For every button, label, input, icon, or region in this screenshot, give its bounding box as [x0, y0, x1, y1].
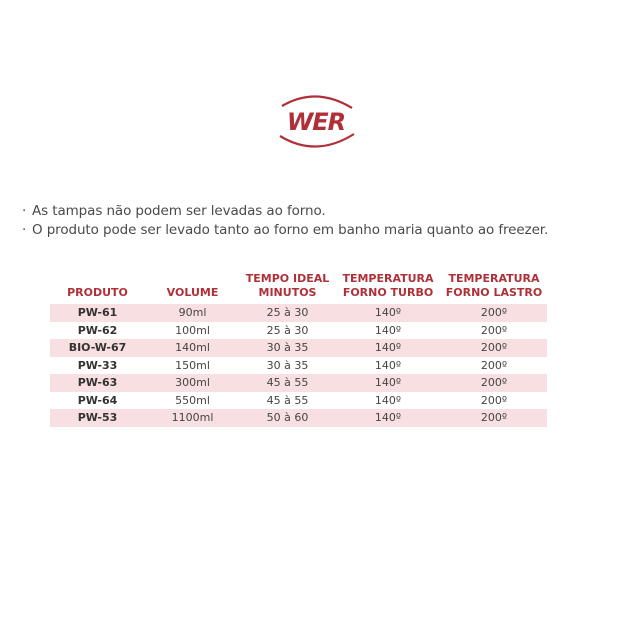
- product-table: [50, 268, 547, 427]
- cell-temp-lastro: 200º: [480, 393, 508, 407]
- cell-volume: 90ml: [145, 304, 240, 322]
- cell-temp-lastro: 200º: [441, 409, 547, 427]
- cell-produto: PW-53: [50, 409, 145, 427]
- table-header-row: [50, 268, 547, 304]
- table-row: [50, 339, 547, 357]
- cell-temp-lastro: 200º: [441, 304, 547, 322]
- notes: [22, 202, 632, 240]
- wer-logo: [268, 92, 364, 152]
- header-volume: VOLUME: [166, 286, 219, 299]
- header-tempo: TEMPO IDEAL MINUTOS: [245, 272, 330, 299]
- cell-temp-lastro: 200º: [441, 339, 547, 357]
- cell-tempo: 30 à 35: [266, 358, 309, 372]
- cell-volume: 150ml: [175, 358, 210, 372]
- cell-volume: 300ml: [145, 374, 240, 392]
- cell-temp-lastro: 200º: [480, 358, 508, 372]
- cell-temp-turbo: 140º: [374, 358, 402, 372]
- cell-temp-turbo: 140º: [335, 374, 441, 392]
- cell-produto: PW-33: [77, 358, 118, 372]
- header-temp-lastro: TEMPERATURA FORNO LASTRO: [445, 272, 543, 299]
- table-row: [50, 392, 547, 410]
- cell-temp-turbo: 140º: [374, 393, 402, 407]
- cell-produto: PW-63: [50, 374, 145, 392]
- table-row: [50, 374, 547, 392]
- cell-volume: 100ml: [175, 323, 210, 337]
- cell-volume: 550ml: [175, 393, 210, 407]
- note-oven-freezer: · O produto pode ser levado tanto ao forno em banho maria quanto ao freezer.: [22, 222, 549, 238]
- cell-produto: PW-64: [77, 393, 118, 407]
- table-row: [50, 409, 547, 427]
- logo-text: WER: [286, 108, 346, 136]
- note-lids: · As tampas não podem ser levadas ao forno.: [22, 203, 326, 219]
- cell-tempo: 25 à 30: [240, 304, 335, 322]
- cell-temp-lastro: 200º: [441, 374, 547, 392]
- table-row: [50, 357, 547, 375]
- cell-volume: 1100ml: [145, 409, 240, 427]
- cell-tempo: 25 à 30: [266, 323, 309, 337]
- cell-tempo: 45 à 55: [240, 374, 335, 392]
- cell-temp-turbo: 140º: [335, 304, 441, 322]
- cell-volume: 140ml: [145, 339, 240, 357]
- cell-produto: BIO-W-67: [50, 339, 145, 357]
- cell-tempo: 45 à 55: [266, 393, 309, 407]
- cell-tempo: 50 à 60: [240, 409, 335, 427]
- cell-produto: PW-62: [77, 323, 118, 337]
- cell-produto: PW-61: [50, 304, 145, 322]
- cell-temp-turbo: 140º: [335, 339, 441, 357]
- cell-temp-turbo: 140º: [374, 323, 402, 337]
- table-row: [50, 304, 547, 322]
- cell-temp-lastro: 200º: [480, 323, 508, 337]
- table-row: [50, 322, 547, 340]
- header-produto: PRODUTO: [67, 286, 128, 299]
- cell-temp-turbo: 140º: [335, 409, 441, 427]
- header-temp-turbo: TEMPERATURA FORNO TURBO: [342, 272, 434, 299]
- cell-tempo: 30 à 35: [240, 339, 335, 357]
